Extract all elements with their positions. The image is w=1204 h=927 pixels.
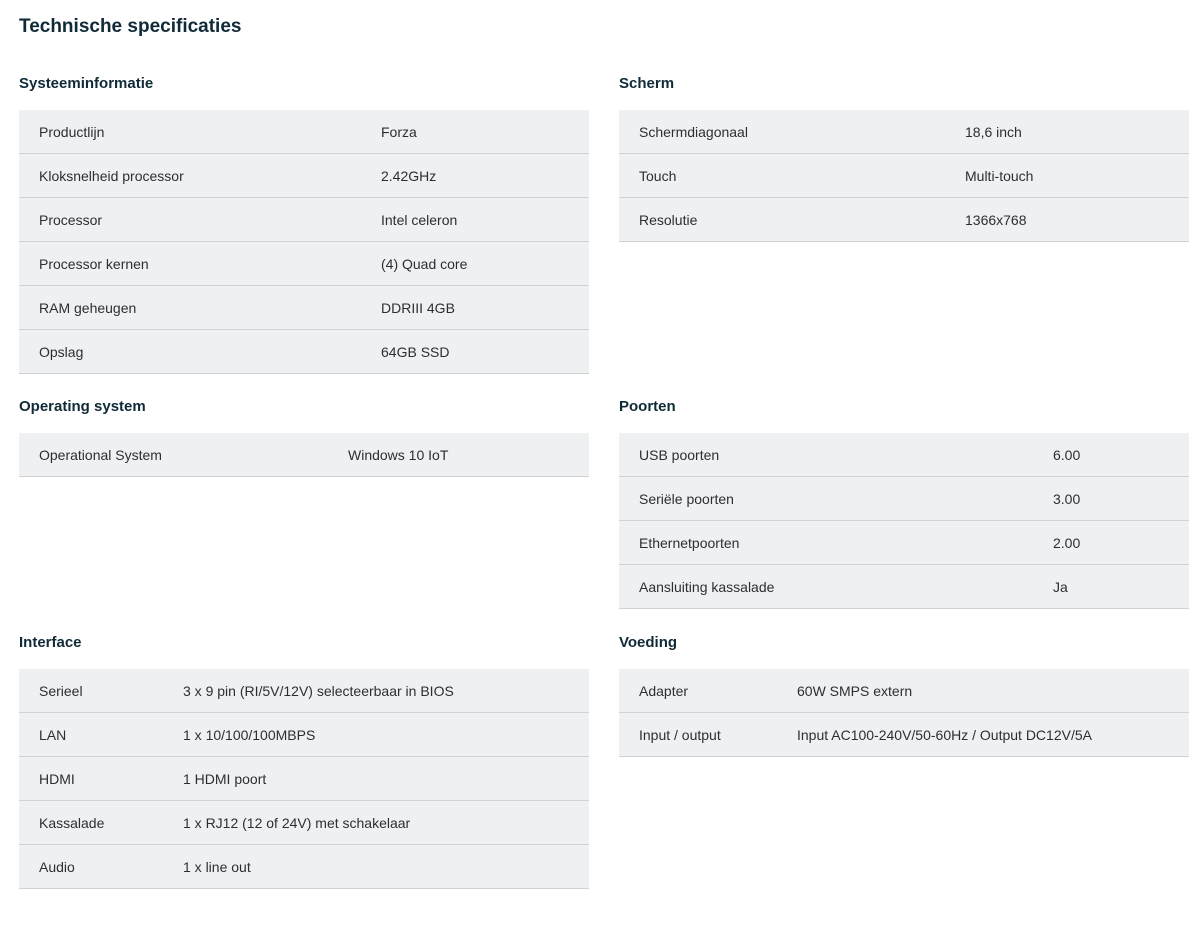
section-poorten	[619, 396, 1189, 609]
spec-value: 1 x RJ12 (12 of 24V) met schakelaar	[163, 801, 589, 845]
table-row	[619, 713, 1189, 757]
section-systeeminformatie	[19, 73, 589, 374]
page-title: Technische specificaties	[19, 16, 242, 37]
spec-value: 1366x768	[945, 198, 1189, 242]
table-row	[619, 154, 1189, 198]
spec-label: Adapter	[619, 669, 777, 713]
spec-label: Kloksnelheid processor	[19, 154, 361, 198]
section-title: Poorten	[619, 398, 676, 415]
table-row	[619, 433, 1189, 477]
section-title: Scherm	[619, 75, 675, 92]
spec-value: Ja	[1033, 565, 1189, 609]
table-row	[619, 477, 1189, 521]
spec-value: Multi-touch	[945, 154, 1189, 198]
table-row	[19, 713, 589, 757]
spec-value: 2.00	[1033, 521, 1189, 565]
table-row	[19, 757, 589, 801]
section-scherm	[619, 73, 1189, 242]
spec-table	[19, 110, 589, 374]
spec-label: Schermdiagonaal	[619, 110, 945, 154]
spec-label: Seriële poorten	[619, 477, 1033, 521]
spec-table	[619, 110, 1189, 242]
table-row	[19, 154, 589, 198]
spec-label: Input / output	[619, 713, 777, 757]
spec-table	[19, 669, 589, 889]
spec-value: Input AC100-240V/50-60Hz / Output DC12V/5A	[777, 713, 1189, 757]
spec-table	[19, 433, 589, 477]
table-row	[19, 330, 589, 374]
spec-value: 60W SMPS extern	[777, 669, 1189, 713]
table-row	[19, 845, 589, 889]
spec-value: 1 x line out	[163, 845, 589, 889]
spec-value: 3.00	[1033, 477, 1189, 521]
table-row	[19, 242, 589, 286]
spec-value: Forza	[361, 110, 589, 154]
spec-value: 2.42GHz	[361, 154, 589, 198]
spec-label: Aansluiting kassalade	[619, 565, 1033, 609]
spec-value: 3 x 9 pin (RI/5V/12V) selecteerbaar in BIOS	[163, 669, 589, 713]
table-row	[19, 198, 589, 242]
spec-value: 1 HDMI poort	[163, 757, 589, 801]
table-row	[19, 433, 589, 477]
spec-value: DDRIII 4GB	[361, 286, 589, 330]
table-row	[619, 521, 1189, 565]
spec-label: USB poorten	[619, 433, 1033, 477]
table-row	[619, 565, 1189, 609]
spec-label: Operational System	[19, 433, 328, 477]
spec-value: 6.00	[1033, 433, 1189, 477]
section-interface	[19, 632, 589, 889]
section-title: Systeeminformatie	[19, 75, 154, 92]
spec-label: Audio	[19, 845, 163, 889]
table-row	[19, 110, 589, 154]
spec-label: Serieel	[19, 669, 163, 713]
table-row	[19, 286, 589, 330]
spec-table	[619, 433, 1189, 609]
spec-label: RAM geheugen	[19, 286, 361, 330]
spec-value: (4) Quad core	[361, 242, 589, 286]
spec-label: Opslag	[19, 330, 361, 374]
section-title: Interface	[19, 634, 82, 651]
spec-value: 1 x 10/100/100MBPS	[163, 713, 589, 757]
table-row	[619, 110, 1189, 154]
spec-value: 64GB SSD	[361, 330, 589, 374]
spec-value: 18,6 inch	[945, 110, 1189, 154]
table-row	[619, 669, 1189, 713]
spec-label: Touch	[619, 154, 945, 198]
spec-label: Processor kernen	[19, 242, 361, 286]
table-row	[19, 801, 589, 845]
spec-label: Kassalade	[19, 801, 163, 845]
section-operating-system	[19, 396, 589, 477]
spec-label: Processor	[19, 198, 361, 242]
table-row	[19, 669, 589, 713]
spec-table	[619, 669, 1189, 757]
spec-label: HDMI	[19, 757, 163, 801]
spec-value: Intel celeron	[361, 198, 589, 242]
spec-label: Productlijn	[19, 110, 361, 154]
spec-label: LAN	[19, 713, 163, 757]
spec-label: Ethernetpoorten	[619, 521, 1033, 565]
section-title: Operating system	[19, 398, 146, 415]
section-title: Voeding	[619, 634, 678, 651]
spec-label: Resolutie	[619, 198, 945, 242]
table-row	[619, 198, 1189, 242]
spec-value: Windows 10 IoT	[328, 433, 589, 477]
section-voeding	[619, 632, 1189, 757]
